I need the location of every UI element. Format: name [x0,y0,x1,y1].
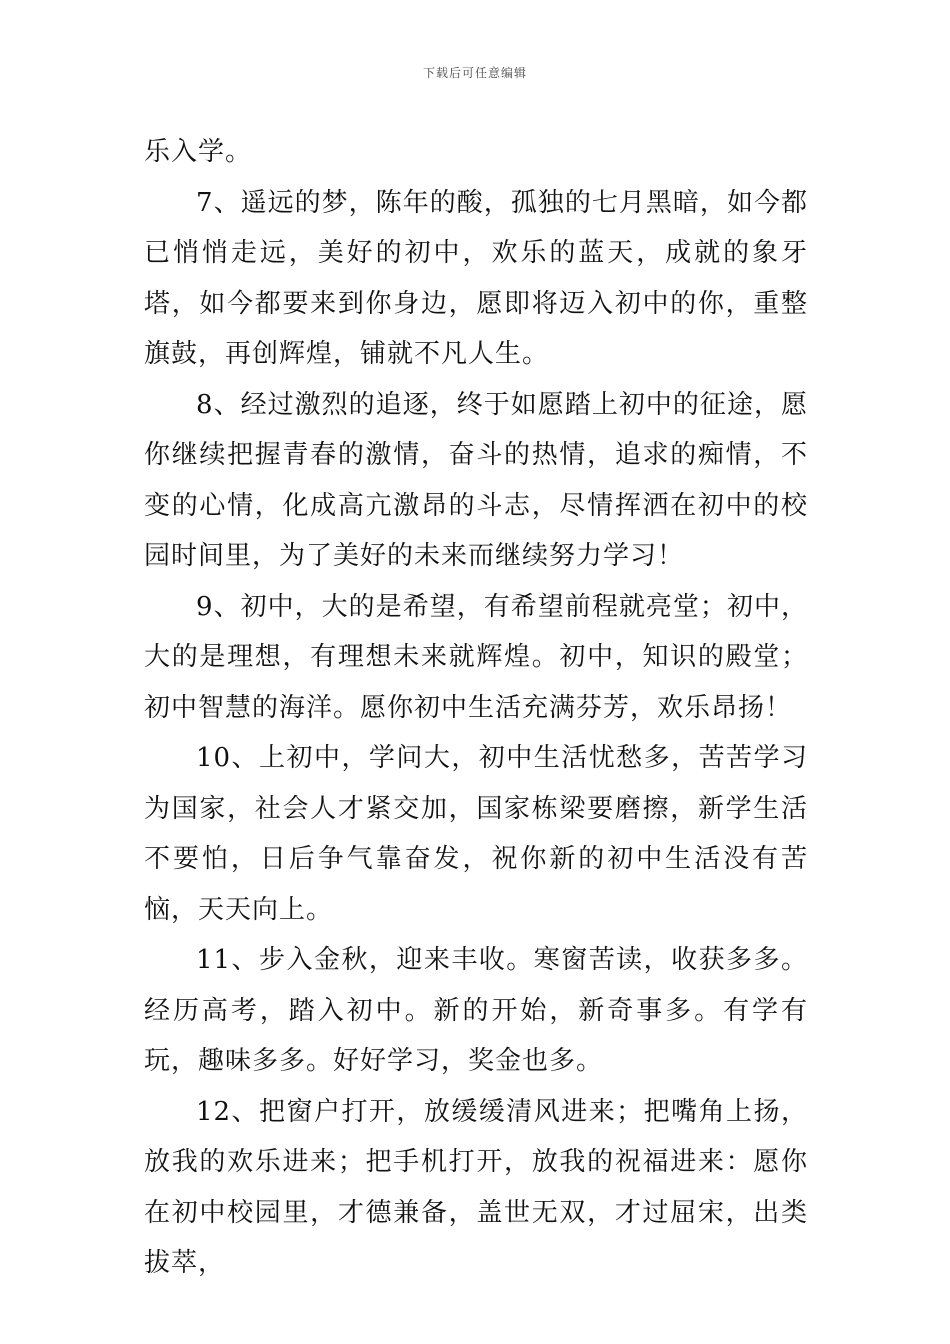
paragraph-item-9: 9、初中，大的是希望，有希望前程就亮堂；初中，大的是理想，有理想未来就辉煌。初中，知识的殿堂；初中智慧的海洋。愿你初中生活充满芬芳，欢乐昂扬！ [144,591,808,723]
paragraph-item-10: 10、上初中，学问大，初中生活忧愁多，苦苦学习为国家，社会人才紧交加，国家栋梁要磨擦，新学生活不要怕，日后争气靠奋发，祝你新的初中生活没有苦恼，天天向上。 [144,743,808,925]
header-note: 下载后可任意编辑 [422,66,527,80]
paragraph-item-7: 7、遥远的梦，陈年的酸，孤独的七月黑暗，如今都已悄悄走远，美好的初中，欢乐的蓝天，成就的象牙塔，如今都要来到你身边，愿即将迈入初中的你，重整旗鼓，再创辉煌，铺就不凡人生。 [144,187,808,369]
paragraph-item-12: 12、把窗户打开，放缓缓清风进来；把嘴角上扬，放我的欢乐进来；把手机打开，放我的祝福进来：愿你在初中校园里，才德兼备，盖世无双，才过屈宋，出类拔萃， [144,1096,808,1278]
paragraph-continuation: 乐入学。 [144,137,253,167]
paragraph-item-8: 8、经过激烈的追逐，终于如愿踏上初中的征途，愿你继续把握青春的激情，奋斗的热情，追求的痴情，不变的心情，化成高亢激昂的斗志，尽情挥洒在初中的校园时间里，为了美好的未来而继续努力学习！ [144,389,808,571]
paragraph-item-11: 11、步入金秋，迎来丰收。寒窗苦读，收获多多。经历高考，踏入初中。新的开始，新奇事多。有学有玩，趣味多多。好好学习，奖金也多。 [144,945,808,1076]
document-body [144,127,808,1289]
